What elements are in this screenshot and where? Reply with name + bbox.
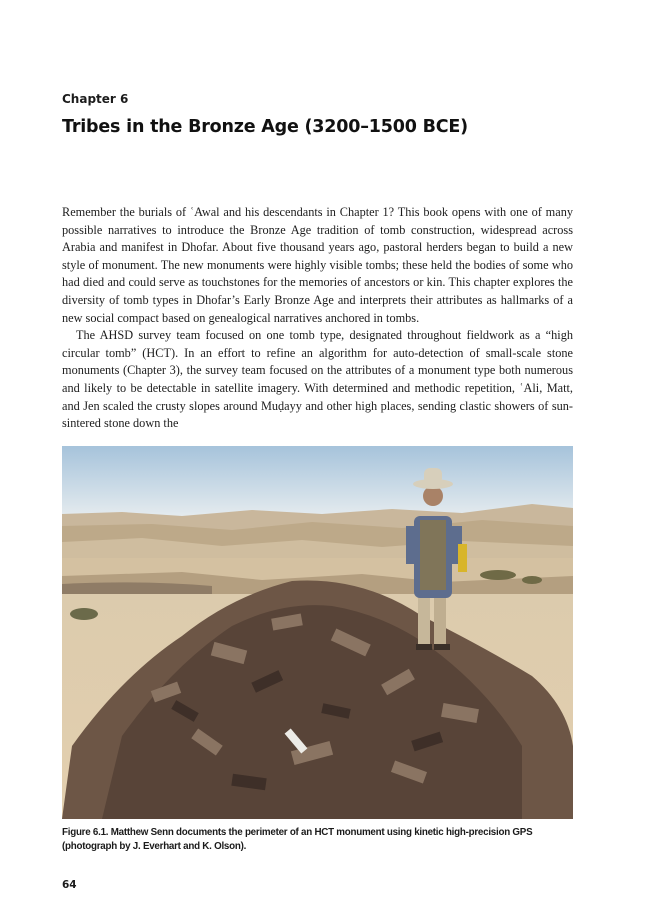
sky — [62, 446, 573, 518]
chapter-label: Chapter 6 — [62, 92, 129, 106]
photo-illustration — [62, 446, 573, 819]
page-number: 64 — [62, 879, 77, 891]
body-text — [62, 204, 573, 433]
figure-caption: Figure 6.1. Matthew Senn documents the perimeter of an HCT monument using kinetic high-precision GPS (photograph by J. Everhart and K. Olson). — [62, 827, 533, 852]
chapter-title: Tribes in the Bronze Age (3200–1500 BCE) — [62, 117, 468, 137]
figure-photograph — [62, 446, 573, 819]
paragraph: The AHSD survey team focused on one tomb type, designated throughout fieldwork as a “high circular tomb” (HCT). In an effort to refine an algorithm for auto-detection of small-scale stone monuments (Chapter 3), the survey team focused on the attributes of a monument type both numerous and likely to be detectable in satellite imagery. With determined and methodic repetition, ʿAli, Matt, and Jen scaled the crusty slopes around Muḍayy and other high places, sending clastic showers of sun-sintered stone down the — [62, 328, 573, 431]
paragraph: Remember the burials of ʿAwal and his descendants in Chapter 1? This book opens with one of many possible narratives to introduce the Bronze Age tradition of tomb construction, widespread across Arabia and manifest in Dhofar. About five thousand years ago, pastoral herders began to build a new style of monument. The new monuments were highly visible tombs; these held the bodies of some who had died and could serve as touchstones for the memories of ancestors or kin. This chapter explores the diversity of tomb types in Dhofar’s Early Bronze Age and interprets their attributes as hallmarks of a new social compact based on genealogical narratives anchored in tombs. — [62, 205, 573, 325]
